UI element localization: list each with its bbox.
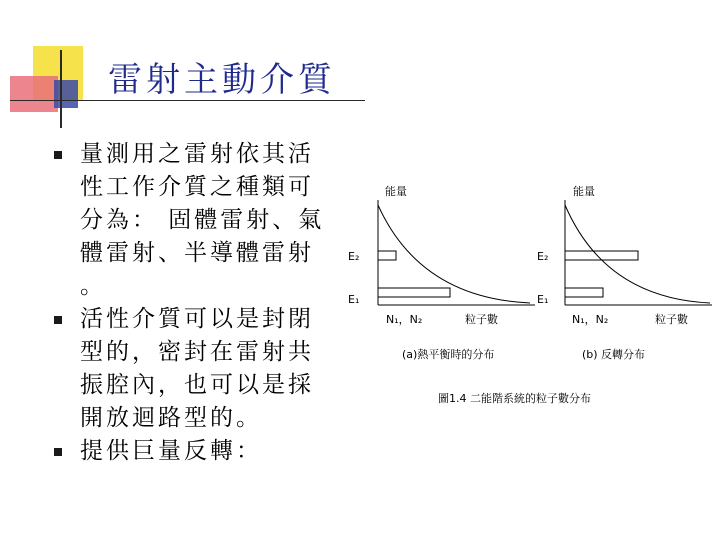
square-bullet-icon — [54, 448, 62, 456]
population-distribution-figure — [340, 170, 715, 420]
right-e1-population-bar — [565, 288, 603, 297]
left-e1-population-bar — [378, 288, 450, 297]
bullet-text: 量測用之雷射依其活性工作介質之種類可分為： 固體雷射、氣體雷射、半導體雷射 。 — [80, 141, 325, 299]
figure-caption: 圖1.4 二能階系統的粒子數分布 — [438, 392, 591, 405]
decor-red-square — [10, 76, 58, 112]
bullet-list — [54, 138, 334, 468]
left-e2-population-bar — [378, 251, 396, 260]
right-ylabel: 能量 — [573, 185, 595, 198]
square-bullet-icon — [54, 316, 62, 324]
panel-population-inversion — [537, 184, 712, 361]
left-pop-label: N₁，N₂ — [386, 313, 423, 326]
right-e2-label: E₂ — [537, 250, 549, 263]
decor-blue-square — [54, 80, 78, 108]
right-e1-label: E₁ — [537, 293, 549, 306]
right-e2-population-bar — [565, 251, 638, 260]
bullet-text: 活性介質可以是封閉型的，密封在雷射共振腔內，也可以是採開放迴路型的。 — [80, 306, 314, 431]
left-xlabel: 粒子數 — [465, 313, 498, 326]
left-caption: (a)熱平衡時的分布 — [402, 348, 495, 361]
right-pop-label: N₁，N₂ — [572, 313, 609, 326]
square-bullet-icon — [54, 151, 62, 159]
bullet-item — [54, 303, 334, 435]
left-ylabel: 能量 — [385, 185, 407, 198]
panel-thermal-equilibrium — [348, 184, 535, 361]
right-caption: (b) 反轉分布 — [582, 348, 646, 361]
right-xlabel: 粒子數 — [655, 313, 688, 326]
bullet-item — [54, 435, 334, 468]
left-e2-label: E₂ — [348, 250, 360, 263]
decor-vertical-line — [60, 50, 62, 128]
bullet-item — [54, 138, 334, 303]
bullet-text: 提供巨量反轉： — [80, 438, 262, 464]
left-e1-label: E₁ — [348, 293, 360, 306]
page-title: 雷射主動介質 — [108, 60, 336, 100]
